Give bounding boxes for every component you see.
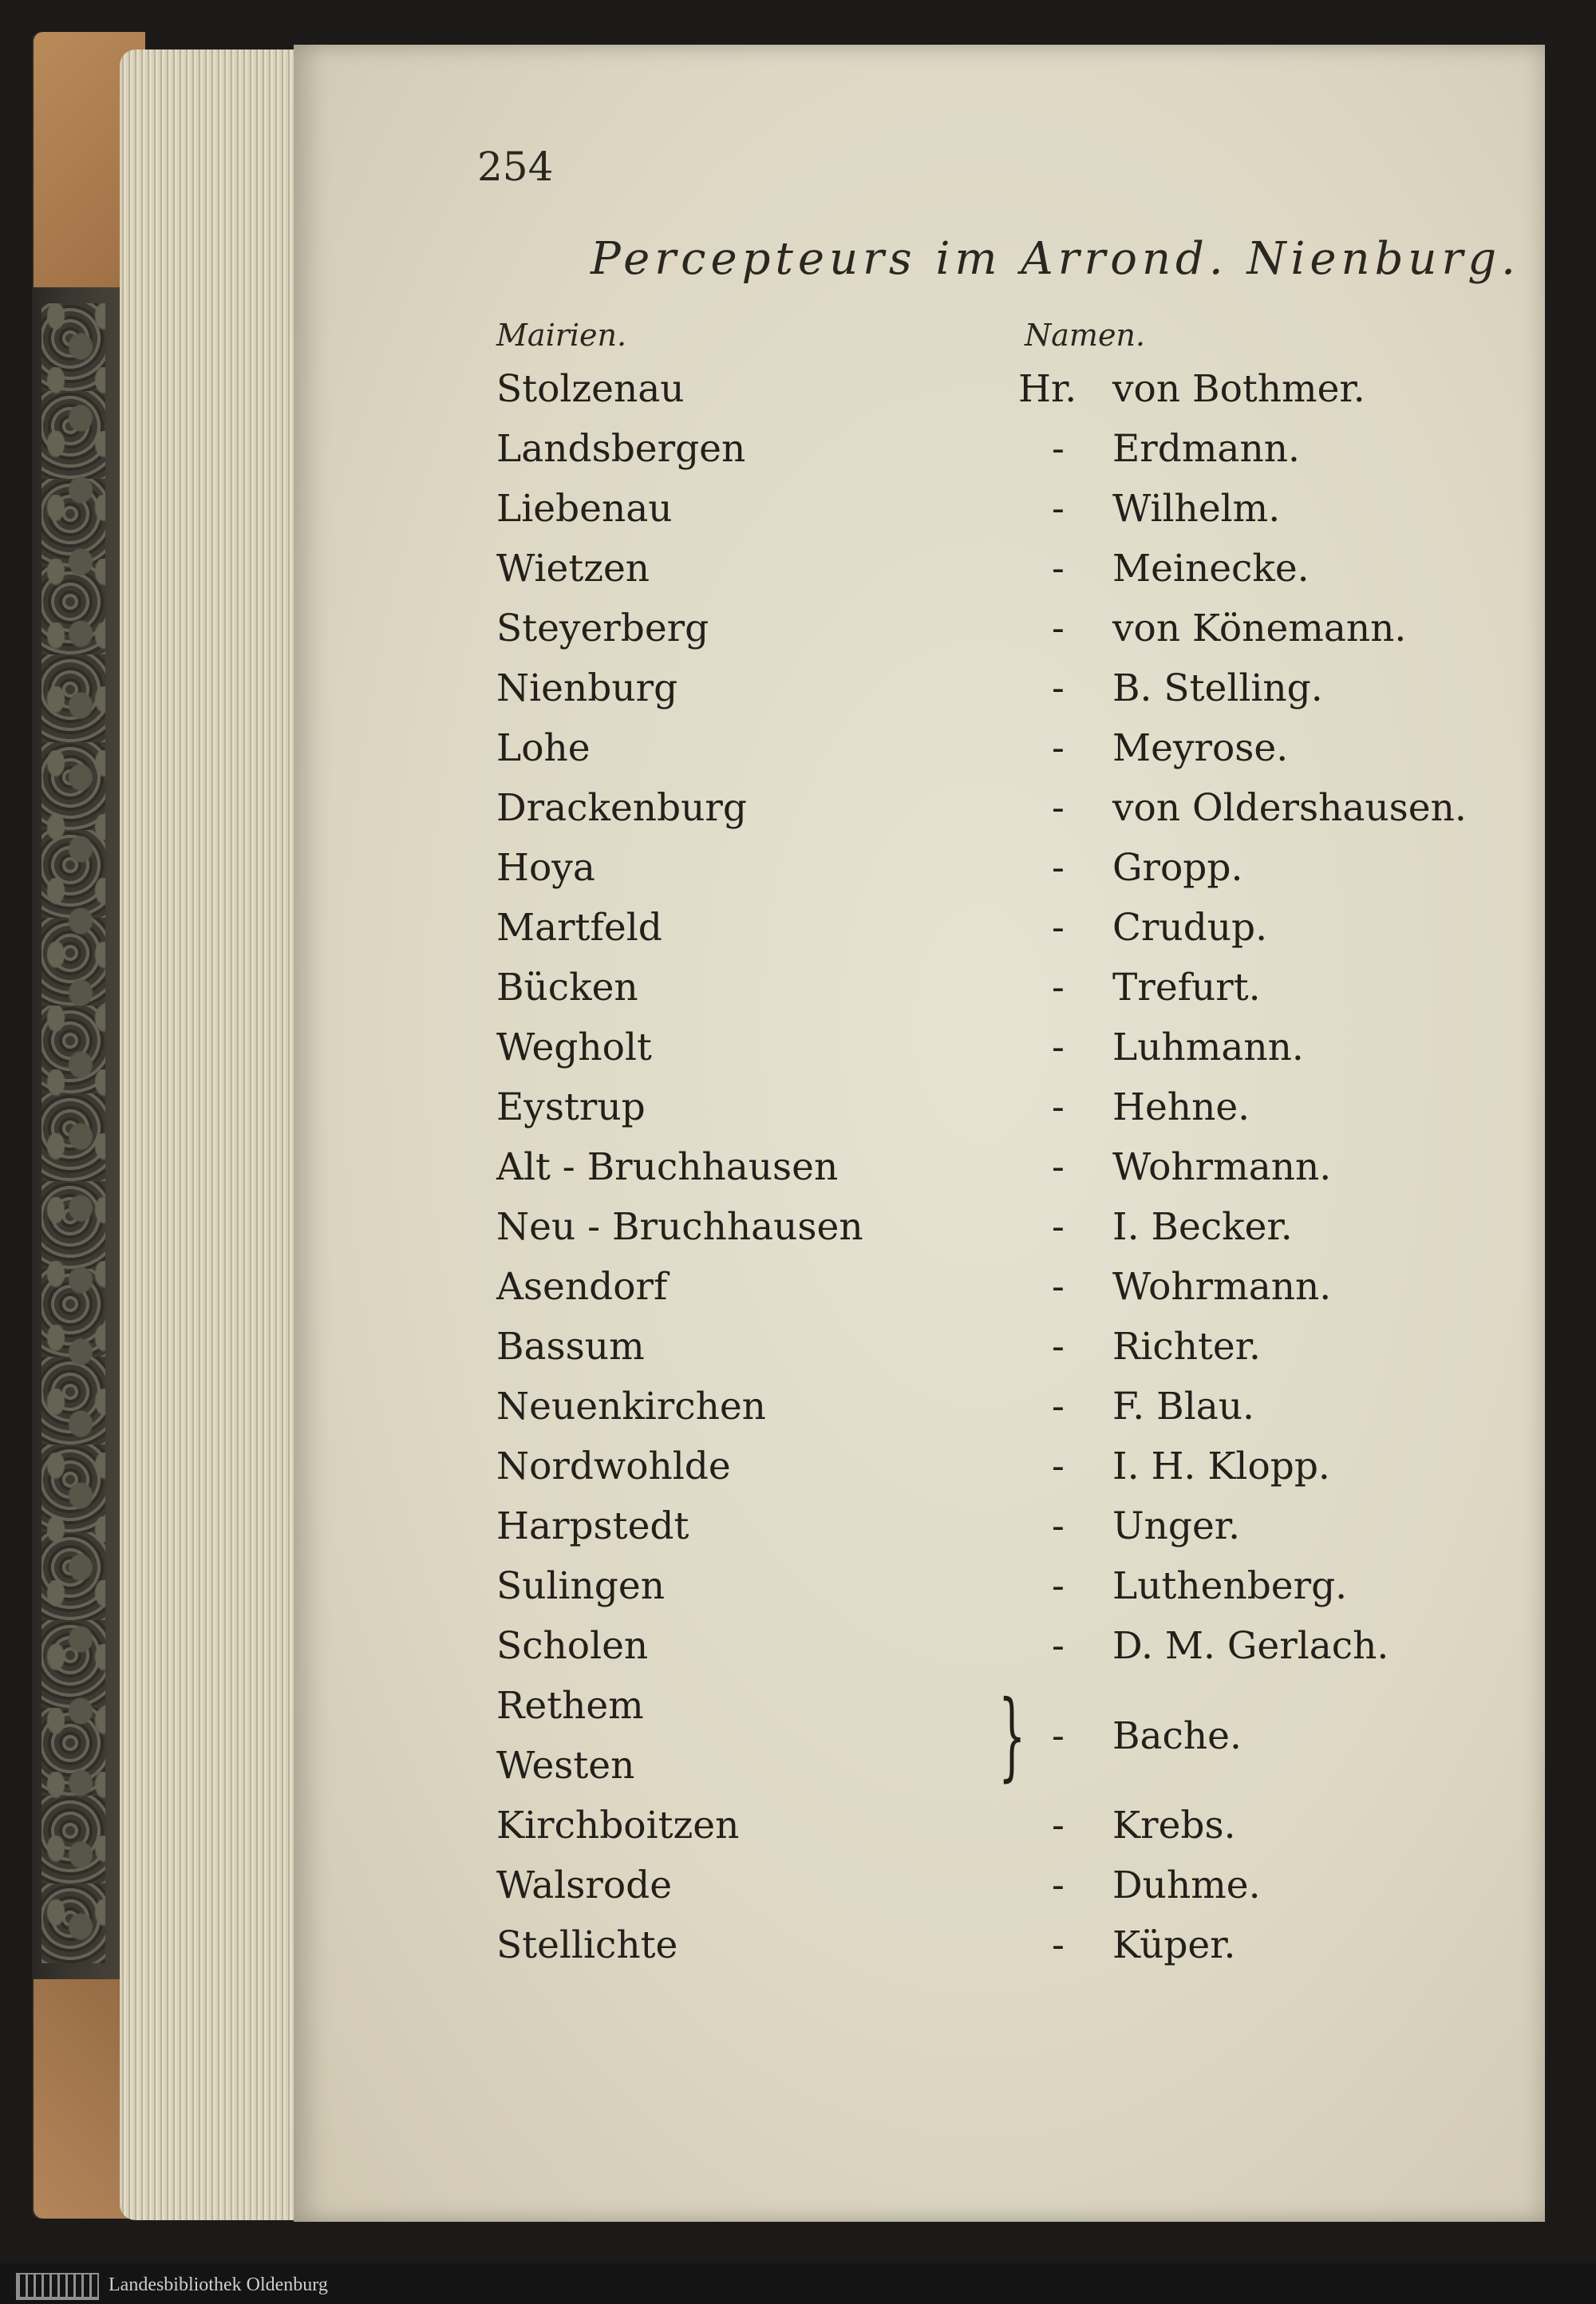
percepteur-name: F. Blau. xyxy=(1112,1385,1254,1429)
ditto-dash: - xyxy=(1052,1145,1065,1189)
percepteur-name: Luhmann. xyxy=(1112,1026,1304,1069)
percepteur-name: Luthenberg. xyxy=(1112,1564,1348,1608)
percepteur-name: Meyrose. xyxy=(1112,726,1289,770)
mairie-name: Liebenau xyxy=(496,487,673,531)
mairie-name: Lohe xyxy=(496,726,591,770)
list-item xyxy=(0,427,1596,487)
percepteur-name: Hehne. xyxy=(1112,1085,1250,1129)
list-item xyxy=(0,1145,1596,1205)
percepteur-name: Unger. xyxy=(1112,1504,1241,1548)
mairie-name: Wegholt xyxy=(496,1026,652,1069)
ditto-dash: - xyxy=(1052,547,1065,591)
percepteur-name: Wohrmann. xyxy=(1112,1145,1332,1189)
percepteur-name: D. M. Gerlach. xyxy=(1112,1624,1389,1668)
page-heading: Percepteurs im Arrond. Nienburg. xyxy=(591,233,1520,285)
library-building-icon xyxy=(16,2273,99,2300)
percepteur-name: Duhme. xyxy=(1112,1863,1261,1907)
mairie-name: Harpstedt xyxy=(496,1504,689,1548)
list-item xyxy=(0,607,1596,666)
mairie-name: Neuenkirchen xyxy=(496,1385,766,1429)
ditto-dash: - xyxy=(1052,1804,1065,1848)
ditto-dash: - xyxy=(1052,966,1065,1010)
page-number: 254 xyxy=(477,144,554,190)
list-item xyxy=(0,1385,1596,1444)
list-item xyxy=(0,1265,1596,1325)
ditto-dash: - xyxy=(1052,1624,1065,1668)
mairie-name: Walsrode xyxy=(496,1863,673,1907)
list-item xyxy=(0,1504,1596,1564)
mairie-name: Nienburg xyxy=(496,666,678,710)
ditto-dash: - xyxy=(1052,607,1065,650)
mairie-name: Sulingen xyxy=(496,1564,665,1608)
ditto-dash: - xyxy=(1052,487,1065,531)
percepteur-name: Meinecke. xyxy=(1112,547,1310,591)
list-item xyxy=(0,1624,1596,1684)
percepteur-name: von Oldershausen. xyxy=(1112,786,1467,830)
list-item xyxy=(0,846,1596,906)
column-header-namen: Namen. xyxy=(1025,318,1145,353)
ditto-dash: - xyxy=(1052,1085,1065,1129)
grouped-percepteur-name: Bache. xyxy=(1112,1714,1242,1758)
percepteur-name: Wilhelm. xyxy=(1112,487,1281,531)
percepteur-name: von Bothmer. xyxy=(1112,367,1365,411)
ditto-dash: - xyxy=(1052,1564,1065,1608)
percepteur-name: von Könemann. xyxy=(1112,607,1407,650)
list-item xyxy=(0,906,1596,966)
percepteur-name: B. Stelling. xyxy=(1112,666,1323,710)
ditto-dash: - xyxy=(1052,906,1065,950)
mairie-name: Nordwohlde xyxy=(496,1444,731,1488)
grouped-dash: - xyxy=(1052,1714,1065,1758)
list-item xyxy=(0,1744,1596,1804)
ditto-dash: - xyxy=(1052,1026,1065,1069)
list-item xyxy=(0,1564,1596,1624)
column-header-mairien: Mairien. xyxy=(496,318,627,353)
mairie-name: Westen xyxy=(496,1744,635,1788)
list-item xyxy=(0,1804,1596,1863)
ditto-dash: - xyxy=(1052,1325,1065,1369)
mairie-name: Bücken xyxy=(496,966,638,1010)
ditto-dash: - xyxy=(1052,846,1065,890)
list-item xyxy=(0,1325,1596,1385)
percepteur-name: Küper. xyxy=(1112,1923,1236,1967)
list-item xyxy=(0,1923,1596,1983)
mairie-name: Rethem xyxy=(496,1684,644,1728)
percepteur-name: I. H. Klopp. xyxy=(1112,1444,1330,1488)
mairie-name: Alt - Bruchhausen xyxy=(496,1145,839,1189)
mairie-name: Asendorf xyxy=(496,1265,668,1309)
list-item xyxy=(0,1205,1596,1265)
ditto-dash: - xyxy=(1052,1504,1065,1548)
list-item xyxy=(0,966,1596,1026)
name-prefix: Hr. xyxy=(1018,367,1077,411)
ditto-dash: - xyxy=(1052,1444,1065,1488)
mairie-name: Eystrup xyxy=(496,1085,646,1129)
mairie-name: Martfeld xyxy=(496,906,662,950)
percepteur-name: Gropp. xyxy=(1112,846,1243,890)
ditto-dash: - xyxy=(1052,1923,1065,1967)
percepteur-name: Krebs. xyxy=(1112,1804,1236,1848)
list-item xyxy=(0,1684,1596,1744)
mairie-name: Stolzenau xyxy=(496,367,685,411)
list-item xyxy=(0,487,1596,547)
list-item xyxy=(0,786,1596,846)
percepteur-name: Trefurt. xyxy=(1112,966,1261,1010)
percepteur-name: Wohrmann. xyxy=(1112,1265,1332,1309)
ditto-dash: - xyxy=(1052,1863,1065,1907)
list-item xyxy=(0,1026,1596,1085)
ditto-dash: - xyxy=(1052,666,1065,710)
mairie-name: Bassum xyxy=(496,1325,645,1369)
mairie-name: Landsbergen xyxy=(496,427,746,471)
list-item xyxy=(0,1085,1596,1145)
mairie-name: Steyerberg xyxy=(496,607,709,650)
mairie-name: Stellichte xyxy=(496,1923,678,1967)
ditto-dash: - xyxy=(1052,786,1065,830)
ditto-dash: - xyxy=(1052,1205,1065,1249)
ditto-dash: - xyxy=(1052,726,1065,770)
mairie-name: Hoya xyxy=(496,846,595,890)
mairie-name: Drackenburg xyxy=(496,786,747,830)
list-item xyxy=(0,726,1596,786)
mairie-name: Kirchboitzen xyxy=(496,1804,740,1848)
list-item xyxy=(0,367,1596,427)
list-item xyxy=(0,666,1596,726)
mairie-name: Wietzen xyxy=(496,547,650,591)
percepteur-name: I. Becker. xyxy=(1112,1205,1293,1249)
list-item xyxy=(0,547,1596,607)
list-item xyxy=(0,1863,1596,1923)
list-item xyxy=(0,1444,1596,1504)
percepteur-name: Erdmann. xyxy=(1112,427,1300,471)
percepteur-name: Richter. xyxy=(1112,1325,1261,1369)
ditto-dash: - xyxy=(1052,427,1065,471)
ditto-dash: - xyxy=(1052,1385,1065,1429)
percepteur-name: Crudup. xyxy=(1112,906,1268,950)
ditto-dash: - xyxy=(1052,1265,1065,1309)
library-credit: Landesbibliothek Oldenburg xyxy=(109,2274,328,2295)
mairie-name: Neu - Bruchhausen xyxy=(496,1205,863,1249)
grouping-brace: } xyxy=(998,1681,1026,1792)
mairie-name: Scholen xyxy=(496,1624,649,1668)
